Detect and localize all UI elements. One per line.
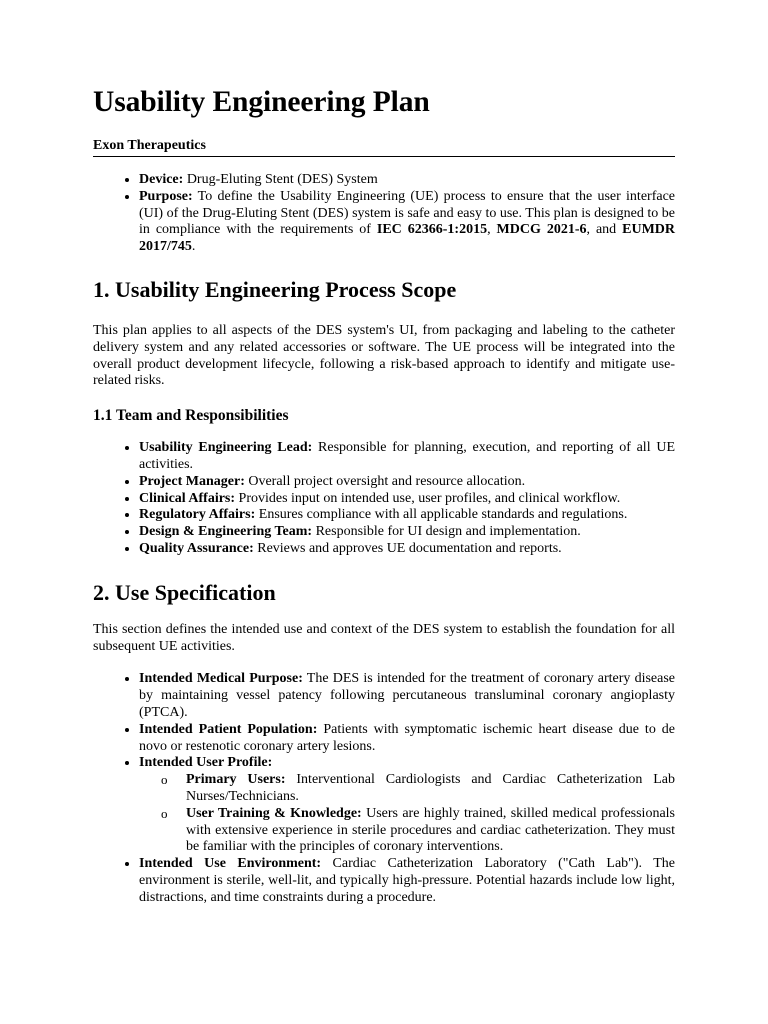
role-label: Usability Engineering Lead: xyxy=(139,440,313,456)
company-name: Exon Therapeutics xyxy=(93,138,675,157)
role-text: Provides input on intended use, user profiles, and clinical workflow. xyxy=(235,490,621,506)
role-text: Responsible for planning, execution, and reporting of all UE activities. xyxy=(139,440,675,472)
sub-list-item xyxy=(186,772,675,806)
document-body xyxy=(93,172,675,907)
list-item xyxy=(139,856,675,906)
item-label: Intended Use Environment: xyxy=(139,856,322,872)
role-text: Overall project oversight and resource allocation. xyxy=(244,473,526,489)
section-1-1-heading: 1.1 Team and Responsibilities xyxy=(93,407,289,425)
purpose-end: . xyxy=(191,239,196,255)
section-2-paragraph: This section defines the intended use and context of the DES system to establish the foundation for all subsequent UE activities. xyxy=(93,621,675,654)
standard-eumdr: EUMDR 2017/745 xyxy=(139,222,676,255)
item-text: Cardiac Catheterization Laboratory ("Cath Lab"). The environment is sterile, well-lit, and typically high-pressure. Potential hazards include low light, distractions, and time constraints during a procedure. xyxy=(139,856,676,905)
list-item xyxy=(139,507,675,524)
sub-item-text: Users are highly trained, skilled medical professionals with extensive experience in sterile procedures and cardiac catheterization. They must be familiar with the principles of coronary interventions. xyxy=(186,805,675,855)
role-label: Clinical Affairs: xyxy=(139,490,236,506)
list-item xyxy=(139,722,675,756)
section-1-paragraph: This plan applies to all aspects of the DES system's UI, from packaging and labeling to the catheter delivery system and any related accessories or software. The UE process will be integrated into the overall product development lifecycle, following a risk-based approach to identify and mitigate use-related risks. xyxy=(93,322,675,389)
purpose-label: Purpose: xyxy=(139,188,193,204)
roles-list xyxy=(93,440,675,558)
user-profile-sublist xyxy=(139,772,675,856)
role-label: Quality Assurance: xyxy=(139,540,254,556)
list-item xyxy=(139,671,675,721)
separator: , xyxy=(487,222,497,238)
role-label: Regulatory Affairs: xyxy=(139,507,256,523)
list-item xyxy=(139,491,675,508)
item-label: Intended Patient Population: xyxy=(139,721,318,737)
sub-item-text: Interventional Cardiologists and Cardiac Catheterization Lab Nurses/Technicians. xyxy=(186,772,675,804)
sub-item-label: Primary Users: xyxy=(186,772,286,788)
list-item xyxy=(139,474,675,491)
item-text: Patients with symptomatic ischemic heart disease due to de novo or restenotic coronary artery lesions. xyxy=(139,721,675,754)
device-text: Drug-Eluting Stent (DES) System xyxy=(183,172,378,187)
list-item-device xyxy=(139,172,675,189)
list-item xyxy=(139,524,675,541)
item-label: Intended User Profile: xyxy=(139,755,273,771)
role-text: Reviews and approves UE documentation and reports. xyxy=(253,540,562,556)
use-spec-list xyxy=(93,671,675,906)
sub-list-item xyxy=(186,806,675,856)
role-text: Responsible for UI design and implementation. xyxy=(312,524,581,540)
section-1-heading: 1. Usability Engineering Process Scope xyxy=(93,276,457,302)
item-text: The DES is intended for the treatment of coronary artery disease by maintaining vessel patency following percutaneous transluminal coronary angioplasty (PTCA). xyxy=(139,671,675,720)
section-2-heading: 2. Use Specification xyxy=(93,579,276,605)
item-label: Intended Medical Purpose: xyxy=(139,671,303,687)
role-label: Project Manager: xyxy=(139,473,245,489)
role-label: Design & Engineering Team: xyxy=(139,524,313,540)
sub-item-label: User Training & Knowledge: xyxy=(186,805,362,821)
separator: , and xyxy=(586,222,623,238)
device-label: Device: xyxy=(139,172,184,187)
standard-iec: IEC 62366-1:2015 xyxy=(376,222,488,238)
role-text: Ensures compliance with all applicable standards and regulations. xyxy=(255,507,628,523)
intro-list xyxy=(93,172,675,256)
list-item xyxy=(139,755,675,856)
list-item xyxy=(139,541,675,558)
standard-mdcg: MDCG 2021-6 xyxy=(496,222,587,238)
list-item-purpose xyxy=(139,189,675,256)
document-title: Usability Engineering Plan xyxy=(93,86,430,118)
purpose-text: To define the Usability Engineering (UE) process to ensure that the user interface (UI) of the Drug-Eluting Stent (DES) system is safe and easy to use. This plan is designed to be in compliance with the requirements of xyxy=(139,188,675,238)
list-item xyxy=(139,440,675,474)
